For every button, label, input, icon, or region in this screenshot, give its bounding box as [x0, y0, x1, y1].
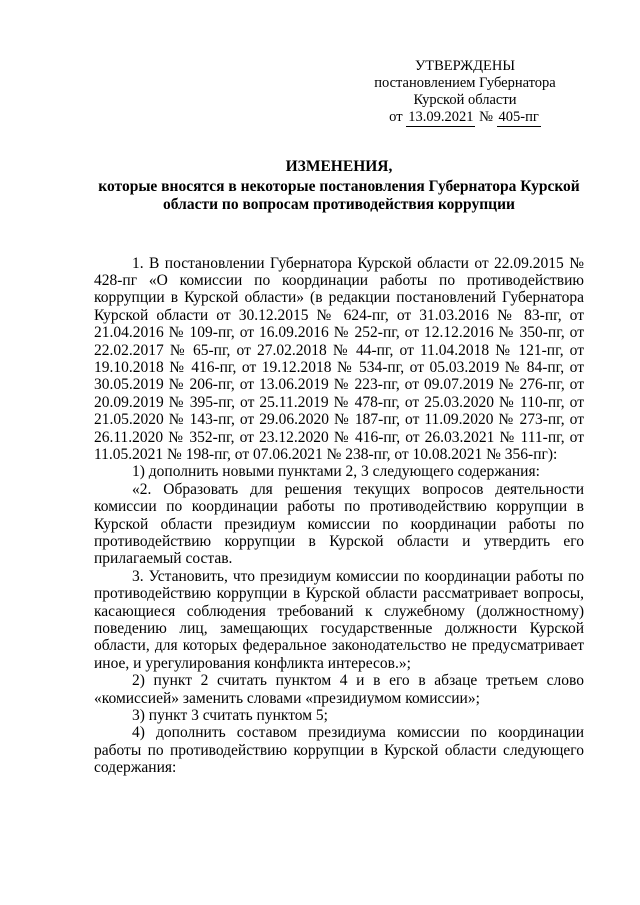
document-title-subheading: которые вносятся в некоторые постановления Губернатора Курской области по вопросам противодействия коррупции: [98, 177, 580, 213]
approval-line-decree: постановлением Губернатора: [374, 75, 556, 91]
paragraph-6: 3) пункт 3 считать пунктом 5;: [132, 707, 328, 725]
approval-line-approved: УТВЕРЖДЕНЫ: [414, 58, 516, 74]
paragraph-3: «2. Образовать для решения текущих вопросов деятельности комиссии по координации работы по противодействию коррупции в Курской области президиум комиссии по координации работы по противодействию коррупции в Курской области и утвердить его прилагаемый состав.: [94, 480, 584, 568]
approval-number-prefix: №: [475, 109, 497, 125]
approval-line-region: Курской области: [413, 92, 517, 108]
paragraph-7: 4) дополнить составом президиума комиссии по координации работы по противодействию коррупции в Курской области следующего содержания:: [94, 724, 584, 777]
paragraph-1: 1. В постановлении Губернатора Курской области от 22.09.2015 № 428-пг «О комиссии по координации работы по противодействию коррупции в Курской области» (в редакции постановлений Губернатора Курской области от 30.12.2015 № 624-пг, от 31.03.2016 № 83-пг, от 21.04.2016 № 109-пг, от 16.09.2016 № 252-пг, от 12.12.2016 № 350-пг, от 22.02.2017 № 65-пг, от 27.02.2018 № 44-пг, от 11.04.2018 № 121-пг, от 19.10.2018 № 416-пг, от 19.12.2018 № 534-пг, от 05.03.2019 № 84-пг, от 30.05.2019 № 206-пг, от 13.06.2019 № 223-пг, от 09.07.2019 № 276-пг, от 20.09.2019 № 395-пг, от 25.11.2019 № 478-пг, от 25.03.2020 № 110-пг, от 21.05.2020 № 143-пг, от 29.06.2020 № 187-пг, от 11.09.2020 № 273-пг, от 26.11.2020 № 352-пг, от 23.12.2020 № 416-пг, от 26.03.2021 № 111-пг, от 11.05.2021 № 198-пг, от 07.06.2021 № 238-пг, от 10.08.2021 № 356-пг):: [94, 254, 584, 463]
paragraph-2: 1) дополнить новыми пунктами 2, 3 следующего содержания:: [132, 463, 540, 481]
approval-line-date-number: [354, 109, 576, 126]
approval-date-value: 13.09.2021: [408, 109, 474, 125]
document-title-heading: ИЗМЕНЕНИЯ,: [285, 158, 393, 175]
document-body: [94, 255, 584, 777]
approval-number-value: 405-пг: [498, 109, 539, 125]
paragraph-5: 2) пункт 2 считать пунктом 4 и в его в абзаце третьем слово «комиссией» заменить словами «президиумом комиссии»;: [94, 672, 584, 707]
approval-date-prefix: от: [389, 109, 407, 125]
document-title-block: [94, 158, 584, 215]
approval-block: [354, 58, 576, 126]
paragraph-4: 3. Установить, что президиум комиссии по координации работы по противодействию коррупции в Курской области рассматривает вопросы, касающиеся соблюдения требований к служебному (должностному) поведению лиц, замещающих государственные должности Курской области, для которых федеральное законодательство не предусматривает иное, и урегулирования конфликта интересов.»;: [94, 567, 584, 672]
